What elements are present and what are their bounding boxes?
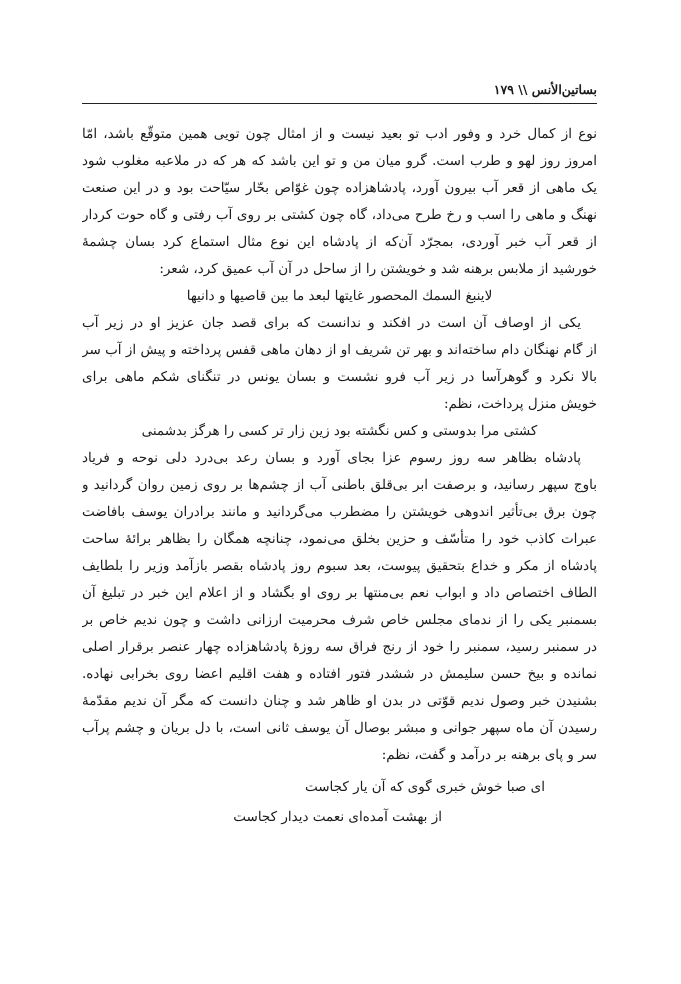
running-header: بساتین‌الأنس \\ ۱۷۹ (493, 82, 597, 97)
text-line: باوج سپهر رسانید، و برصفت ابر بی‌قلق باطنی آب از چشم‌ها بر روی زمین روان گردانید و (82, 477, 597, 493)
text-line: نمانده و بیخ حسن سلیمش در ششدر فتور افتاده و هفت اقلیم اعضا روی بخرابی نهاده. (82, 666, 597, 682)
verse-line: لاینبغ السمك المحصور غایتها لبعد ما بین قاصیها و دانیها (186, 288, 493, 304)
text-line: از قعر آب خبر آوردی، بمجرّد آن‌که از پادشاه این نوع مثال استماع کرد بسان چشمهٔ (82, 234, 597, 250)
text-line: پادشاه از مکر و خداع بتحقیق پیوست، بعد سبوم روز پادشاه بقصر بازآمد وزیر را بلطایف (82, 558, 597, 574)
verse-line: کشتی مرا بدوستی و کس نگشته بود زین زار تر کسی را هرگز بدشمنی (141, 423, 538, 439)
text-line: در سمنبر رسید، سمنبر را خود از رنج فراق سه روزهٔ پادشاهزاده چهار عنصر برقرار اصلی (82, 639, 597, 655)
text-line: الطاف اختصاص داد و ابواب نعم بی‌منتها بر روی او بگشاد و از اعلام این خبر در تبلیغ آن (82, 585, 597, 601)
text-line: بالا نکرد و گوهرآسا در زیر آب فرو نشست و بسان یونس در تنگنای شکم ماهی برای (82, 369, 597, 385)
text-line: چون برق بی‌تأثیر اندوهی خویشتن را مضطرب می‌گردانید و مانند برادران یوسف بافاضت (82, 504, 597, 520)
header-rule (82, 103, 597, 104)
verse-line: از بهشت آمده‌ای نعمت دیدار کجاست (233, 809, 442, 825)
verse-line: ای صبا خوش خبری گوی که آن یار کجاست (304, 779, 545, 795)
text-line: از گام نهنگان دام ساخته‌اند و بهر تن شریف او از دهان ماهی قفس پرداخته و پیش از آب سر (82, 342, 597, 358)
text-line: یک ماهی از قعر آب بیرون آورد، پادشاهزاده چون غوّاص بحّار سیّاحت بود و در این صنعت (82, 180, 597, 196)
text-line: نوع از کمال خرد و وفور ادب تو بعید نیست و از امثال چون تویی همین متوقّع باشد، امّا (82, 126, 597, 142)
text-line: سر و پای برهنه بر درآمد و گفت، نظم: (381, 747, 597, 763)
text-line: یکی از اوصاف آن است در افکند و ندانست که برای قصد جان عزیز او در زیر آب (82, 315, 581, 331)
text-line: بسمنبر یکی را از ندمای مجلس خاص شرف محرمیت ارزانی داشت و چون ندیم خاص بر (82, 612, 597, 628)
text-line: خورشید از ملابس برهنه شد و خویشتن را از ساحل در آن آب عمیق کرد، شعر: (159, 261, 597, 277)
text-line: بشنیدن خبر وصول ندیم قوّتی در بدن او ظاهر شد و چنان دانست که مگر آن ندیم مقدّمهٔ (82, 693, 597, 709)
text-line: نهنگ و ماهی را اسب و رخ طرح می‌داد، گاه چون کشتی بر روی آب رفتی و گاه حوت کردار (82, 207, 597, 223)
text-line: امروز روز لهو و طرب است. گرو میان من و تو این باشد که هر که در ملاعبه مغلوب شود (82, 153, 597, 169)
text-line: عبرات کاذب خود را متأسّف و حزین بخلق می‌نمود، چنانچه همگان را بظاهر برائهٔ ساحت (82, 531, 597, 547)
text-line: خویش منزل پرداخت، نظم: (443, 396, 597, 412)
text-line: پادشاه بظاهر سه روز رسوم عزا بجای آورد و بسان رعد بی‌درد دلی نوحه و فریاد (82, 450, 581, 466)
text-line: رسیدن آن ماه سپهر جوانی و مبشر بوصال آن یوسف ثانی است، با دل بریان و چشم پرآب (82, 720, 597, 736)
